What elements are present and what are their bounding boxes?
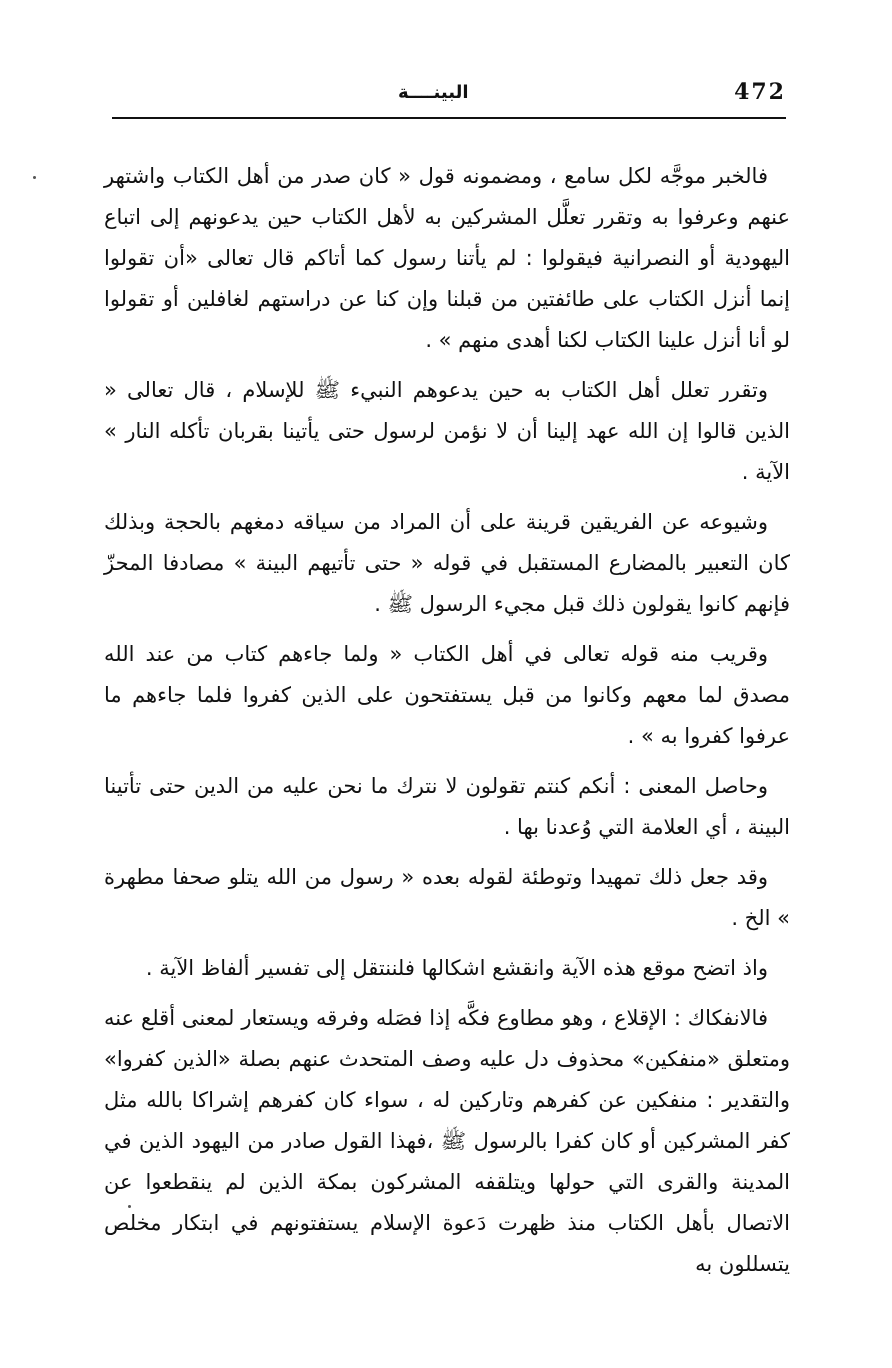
scan-speck [33, 176, 36, 179]
paragraph-2: وتقرر تعلل أهل الكتاب به حين يدعوهم النبيء ﷺ للإسلام ، قال تعالى « الذين قالوا إن الله عهد إلينا أن لا نؤمن لرسول حتى يأتينا بقربان تأكله النار » الآية . [104, 378, 790, 484]
paragraph-7: واذ اتضح موقع هذه الآية وانقشع اشكالها فلننتقل إلى تفسير ألفاظ الآية . [145, 956, 768, 980]
paragraph-5: وحاصل المعنى : أنكم كنتم تقولون لا نترك ما نحن عليه من الدين حتى تأتينا البينة ، أي العلامة التي وُعدنا بها . [104, 774, 790, 839]
running-title: البينــــة [398, 81, 469, 103]
body-text [104, 156, 790, 1285]
paragraph-3: وشيوعه عن الفريقين قرينة على أن المراد من سياقه دمغهم بالحجة وبذلك كان التعبير بالمضارع المستقبل في قوله « حتى تأتيهم البينة » مصادفا المحزّ فإنهم كانوا يقولون ذلك قبل مجيء الرسول ﷺ . [104, 510, 790, 616]
paragraph-8: فالانفكاك : الإقلاع ، وهو مطاوع فكَّه إذا فصَله وفرقه ويستعار لمعنى أقلع عنه ومتعلق «منفكين» محذوف دل عليه وصف المتحدث عنهم بصلة «الذين كفروا» والتقدير : منفكين عن كفرهم وتاركين له ، سواء كان كفرهم إشراكا بالله مثل كفر المشركين أو كان كفرا بالرسول ﷺ ،فهذا القول صادر من اليهود الذين في المدينة والقرى التي حولها ويتلقفه المشركون بمكة الذين لم ينقطعوا عن الاتصال بأهل الكتاب منذ ظهرت دَعوة الإسلام يستفتونهم في ابتكار مخلص يتسللون به [104, 1006, 790, 1276]
scan-speck [128, 1205, 131, 1208]
header-rule [112, 117, 786, 119]
paragraph-1: فالخبر موجَّه لكل سامع ، ومضمونه قول « كان صدر من أهل الكتاب واشتهر عنهم وعرفوا به وتقرر تعلَّل المشركين به لأهل الكتاب حين يدعونهم إلى اتباع اليهودية أو النصرانية فيقولوا : لم يأتنا رسول كما أتاكم قال تعالى «أن تقولوا إنما أنزل الكتاب على طائفتين من قبلنا وإن كنا عن دراستهم لغافلين أو تقولوا لو أنا أنزل علينا الكتاب لكنا أهدى منهم » . [104, 164, 790, 352]
page-header [112, 70, 786, 114]
paragraph-4: وقريب منه قوله تعالى في أهل الكتاب « ولما جاءهم كتاب من عند الله مصدق لما معهم وكانوا من قبل يستفتحون على الذين كفروا فلما جاءهم ما عرفوا كفروا به » . [104, 642, 790, 748]
paragraph-6: وقد جعل ذلك تمهيدا وتوطئة لقوله بعده « رسول من الله يتلو صحفا مطهرة » الخ . [104, 865, 790, 930]
page-number: 472 [734, 79, 786, 105]
